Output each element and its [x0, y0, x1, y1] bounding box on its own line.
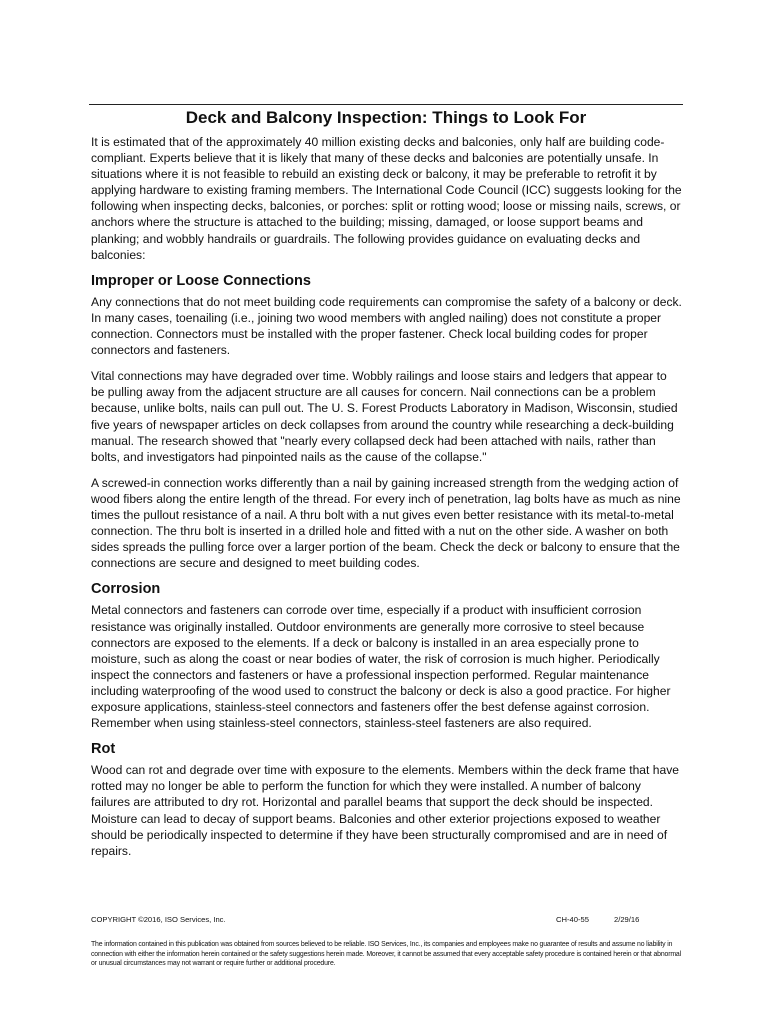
document-body [91, 134, 683, 869]
corrosion-paragraph: Metal connectors and fasteners can corrode over time, especially if a product with insufficient corrosion resistance was originally installed. Outdoor environments are generally more corrosive to steel because connectors are exposed to the elements. If a deck or balcony is installed in an area especially prone to moisture, such as along the coast or near bodies of water, the risk of corrosion is much higher. Periodically inspect the connectors and fasteners or have a professional inspection performed. Regular maintenance including waterproofing of the wood used to construct the balcony or deck is also a good practice. For higher exposure applications, stainless-steel connectors and fasteners offer the best defense against corrosion. Remember when using stainless-steel connectors, stainless-steel fasteners are also required. [91, 603, 671, 731]
section-heading-corrosion: Corrosion [91, 581, 161, 598]
connections-paragraph-2: Vital connections may have degraded over time. Wobbly railings and loose stairs and ledgers that appear to be pulling away from the adjacent structure are all causes for concern. Nail connections can be a problem because, unlike bolts, nails can pull out. The U. S. Forest Products Laboratory in Madison, Wisconsin, studied five years of newspaper articles on deck collapses from around the country while researching a deck-building manual. The research showed that "nearly every collapsed deck had been attached with nails, rather than bolts, and investigators had pinpointed nails as the cause of the collapse." [91, 369, 678, 464]
connections-paragraph-3: A screwed-in connection works differently than a nail by gaining increased strength from the wedging action of wood fibers along the entire length of the thread. For every inch of penetration, lag bolts have as much as nine times the pullout resistance of a nail. A thru bolt with a nut gives even better resistance with its metal-to-metal connection. The thru bolt is inserted in a drilled hole and fitted with a nut on the other side. A washer on both sides spreads the pulling force over a larger portion of the beam. Check the deck or balcony to ensure that the connections are secure and designed to meet building codes. [91, 475, 681, 571]
document-date: 2/29/16 [614, 915, 640, 924]
connections-paragraph-1: Any connections that do not meet building code requirements can compromise the safety of a balcony or deck. In many cases, toenailing (i.e., joining two wood members with angled nailing) does not constitute a proper connection. Connectors must be installed with the proper fastener. Check local building codes for proper connectors and fasteners. [91, 294, 682, 358]
intro-paragraph: It is estimated that of the approximately 40 million existing decks and balconies, only half are building code-compliant. Experts believe that it is likely that many of these decks and balconies are potentially unsafe. In situations where it is not feasible to rebuild an existing deck or balcony, it may be preferable to retrofit it by applying hardware to existing framing members. The International Code Council (ICC) suggests looking for the following when inspecting decks, balconies, or porches: split or rotting wood; loose or missing nails, screws, or anchors where the structure is attached to the building; missing, damaged, or loose support beams and planking; and wobbly handrails or guardrails. The following provides guidance on evaluating decks and balconies: [91, 135, 682, 262]
page-title: Deck and Balcony Inspection: Things to Look For [185, 108, 587, 127]
header-rule [89, 104, 683, 105]
document-code: CH-40-55 [556, 915, 589, 924]
section-heading-rot: Rot [91, 741, 116, 758]
rot-paragraph: Wood can rot and degrade over time with exposure to the elements. Members within the deck frame that have rotted may no longer be able to perform the function for which they were installed. A number of balcony failures are attributed to dry rot. Horizontal and parallel beams that support the deck should be inspected. Moisture can lead to decay of support beams. Balconies and other exterior projections exposed to weather should be periodically inspected to determine if they have been structurally compromised and are in need of repairs. [91, 763, 679, 858]
disclaimer-text: The information contained in this publication was obtained from sources believed to be reliable. ISO Services, Inc., its companies and employees make no guarantee of results and assume no liability in connection with either the information herein contained or the safety suggestions herein made. Moreover, it cannot be assumed that every acceptable safety procedure is contained herein or that abnormal or unusual circumstances may not warrant or require further or additional procedure. [91, 941, 681, 968]
section-heading-connections: Improper or Loose Connections [91, 272, 311, 289]
copyright-text: COPYRIGHT ©2016, ISO Services, Inc. [91, 915, 226, 924]
